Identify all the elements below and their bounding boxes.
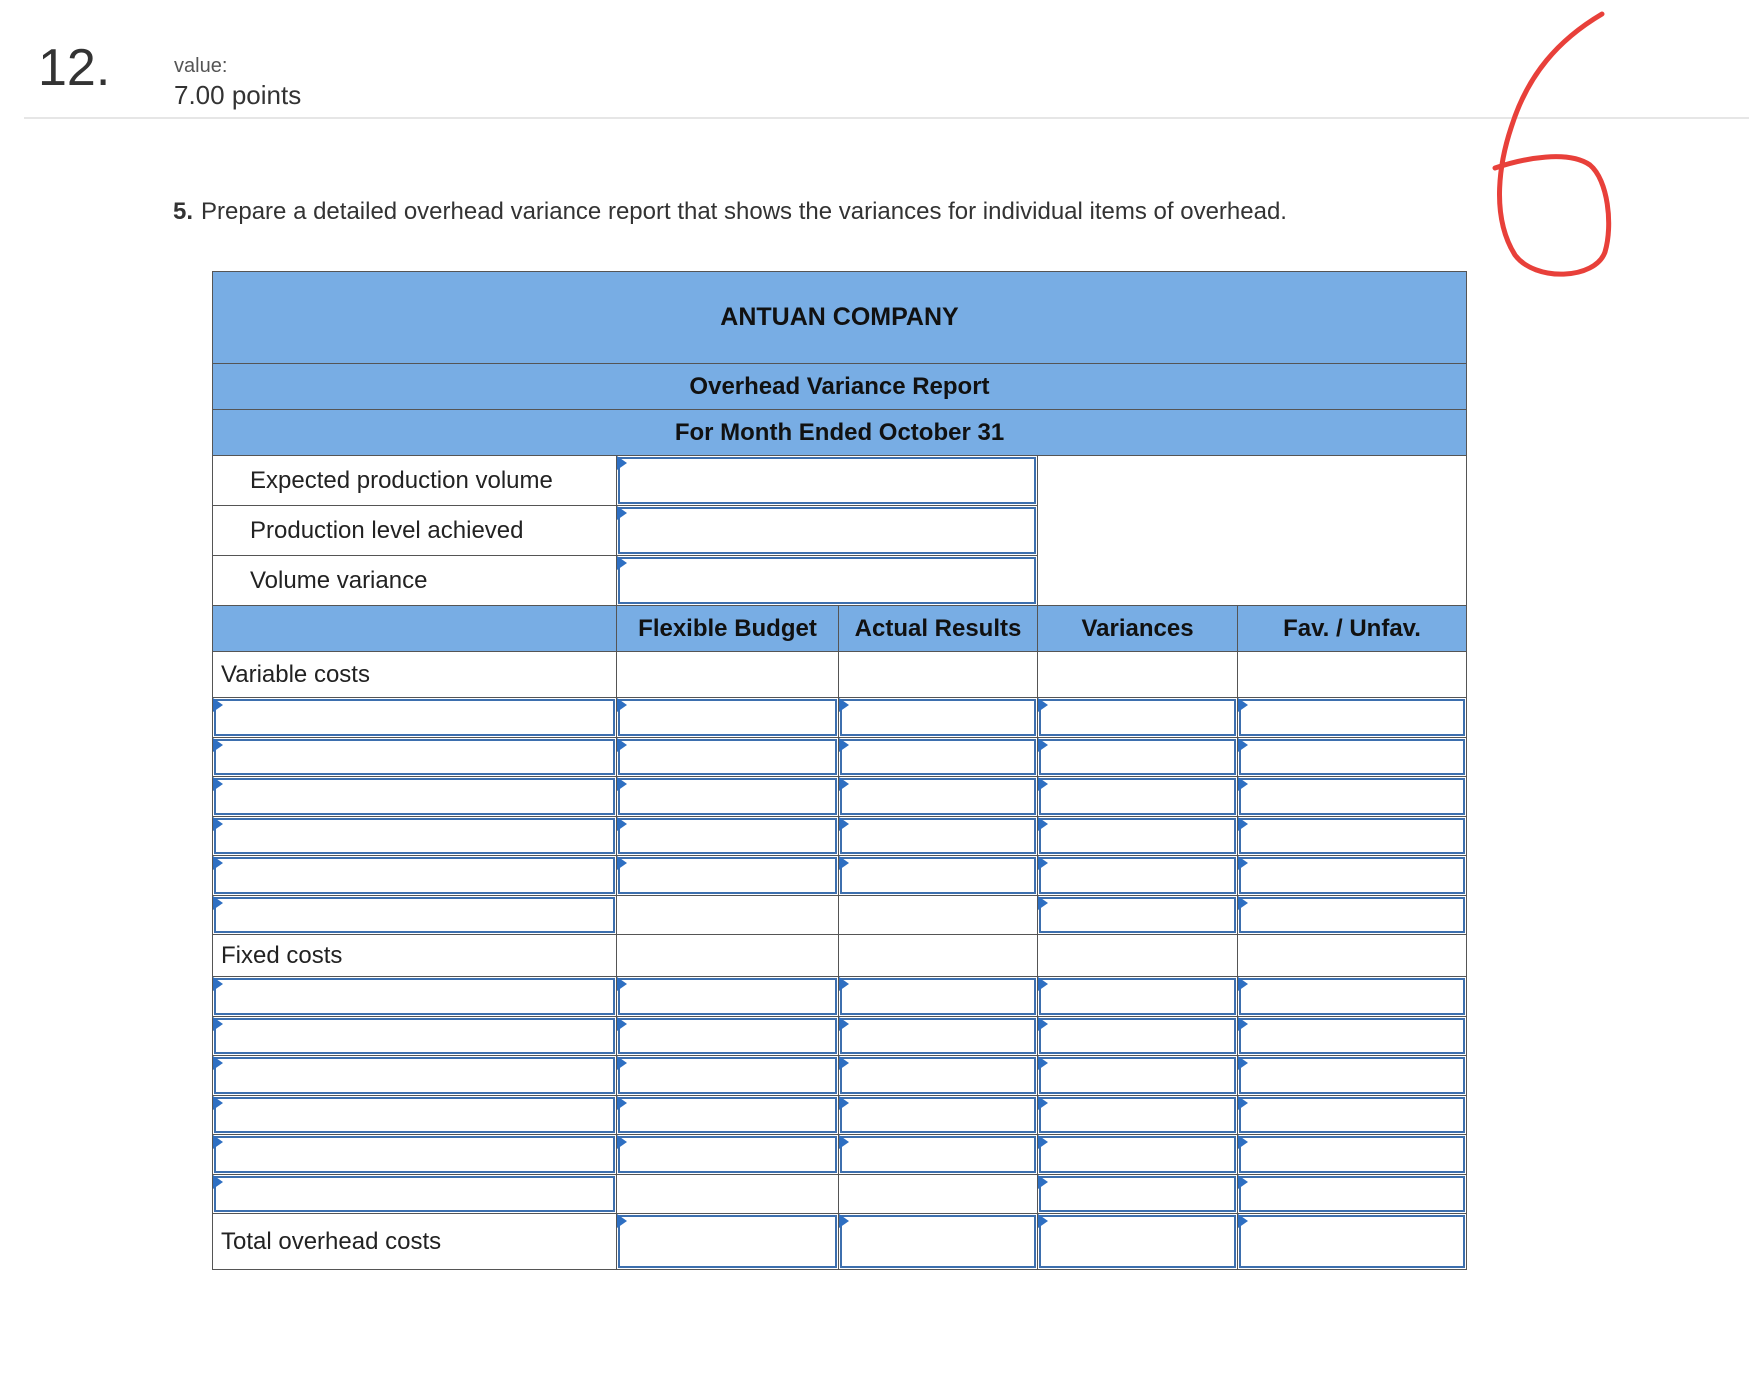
fixed-cost-actual-results-input[interactable] — [839, 1135, 1038, 1175]
total-fav-unfav-input[interactable] — [1238, 1214, 1467, 1270]
dropdown-arrow-icon — [213, 698, 223, 712]
variable-cost-fav-unfav-input[interactable] — [1238, 895, 1467, 935]
variable-cost-fav-unfav-input[interactable] — [1238, 816, 1467, 856]
dropdown-arrow-icon — [839, 698, 849, 712]
fixed-cost-actual-results-input[interactable] — [839, 1095, 1038, 1135]
handwritten-grade-mark — [1480, 0, 1630, 300]
variable-cost-flexible-budget-input[interactable] — [617, 737, 839, 777]
variable-cost-variance-input[interactable] — [1038, 816, 1238, 856]
variable-cost-flexible-budget-input[interactable] — [617, 777, 839, 817]
fixed-cost-variance-input[interactable] — [1038, 1056, 1238, 1096]
dropdown-arrow-icon — [1038, 738, 1048, 752]
fixed-cost-variance-input[interactable] — [1038, 1095, 1238, 1135]
variable-cost-fav-unfav-input[interactable] — [1238, 698, 1467, 738]
dropdown-arrow-icon — [213, 1017, 223, 1031]
empty-area — [1038, 456, 1467, 606]
blank-cell — [1038, 935, 1238, 977]
prompt-text: Prepare a detailed overhead variance report that shows the variances for individual items of overhead. — [201, 198, 1287, 225]
fixed-cost-fav-unfav-input[interactable] — [1238, 1095, 1467, 1135]
variable-cost-variance-input[interactable] — [1038, 777, 1238, 817]
fixed-cost-flexible-budget-input[interactable] — [617, 1056, 839, 1096]
blank-cell — [1238, 652, 1467, 698]
dropdown-arrow-icon — [1038, 1135, 1048, 1149]
dropdown-arrow-icon — [617, 1135, 627, 1149]
fixed-costs-label: Fixed costs — [213, 935, 617, 977]
fixed-cost-actual-results-input[interactable] — [839, 1056, 1038, 1096]
points-value: 7.00 points — [174, 80, 302, 110]
variable-cost-actual-results-input[interactable] — [839, 698, 1038, 738]
dropdown-arrow-icon — [839, 1017, 849, 1031]
dropdown-arrow-icon — [839, 977, 849, 991]
variable-cost-row — [213, 895, 1467, 935]
question-number: 12. — [38, 39, 111, 97]
dropdown-arrow-icon — [1038, 977, 1048, 991]
fixed-cost-row — [213, 977, 1467, 1017]
column-header-variances: Variances — [1038, 606, 1238, 652]
fixed-cost-item-name-input[interactable] — [213, 1135, 617, 1175]
fixed-cost-fav-unfav-input[interactable] — [1238, 977, 1467, 1017]
variable-cost-variance-input[interactable] — [1038, 698, 1238, 738]
expected-volume-input[interactable] — [617, 456, 1038, 506]
dropdown-arrow-icon — [1238, 1175, 1248, 1189]
blank-cell — [839, 1174, 1038, 1214]
fixed-cost-item-name-input[interactable] — [213, 1056, 617, 1096]
variable-cost-item-name-input[interactable] — [213, 698, 617, 738]
fixed-cost-item-name-input[interactable] — [213, 1174, 617, 1214]
dropdown-arrow-icon — [1038, 1214, 1048, 1228]
variable-cost-fav-unfav-input[interactable] — [1238, 856, 1467, 896]
dropdown-arrow-icon — [1238, 777, 1248, 791]
fixed-cost-flexible-budget-input[interactable] — [617, 1135, 839, 1175]
dropdown-arrow-icon — [1238, 896, 1248, 910]
dropdown-arrow-icon — [839, 856, 849, 870]
total-flexible-budget-input[interactable] — [617, 1214, 839, 1270]
fixed-cost-item-name-input[interactable] — [213, 1016, 617, 1056]
dropdown-arrow-icon — [1238, 856, 1248, 870]
dropdown-arrow-icon — [1238, 698, 1248, 712]
dropdown-arrow-icon — [1038, 1017, 1048, 1031]
blank-cell — [839, 935, 1038, 977]
dropdown-arrow-icon — [617, 1214, 627, 1228]
dropdown-arrow-icon — [1038, 777, 1048, 791]
fixed-cost-row — [213, 1056, 1467, 1096]
dropdown-arrow-icon — [1038, 1096, 1048, 1110]
fixed-cost-fav-unfav-input[interactable] — [1238, 1174, 1467, 1214]
dropdown-arrow-icon — [617, 556, 627, 570]
variable-cost-item-name-input[interactable] — [213, 777, 617, 817]
column-header-fav-unfav: Fav. / Unfav. — [1238, 606, 1467, 652]
fixed-cost-item-name-input[interactable] — [213, 1095, 617, 1135]
fixed-cost-actual-results-input[interactable] — [839, 1016, 1038, 1056]
fixed-cost-row — [213, 1135, 1467, 1175]
dropdown-arrow-icon — [617, 456, 627, 470]
variable-costs-label: Variable costs — [213, 652, 617, 698]
variable-cost-fav-unfav-input[interactable] — [1238, 737, 1467, 777]
blank-cell — [617, 652, 839, 698]
blank-cell — [617, 1174, 839, 1214]
variable-cost-item-name-input[interactable] — [213, 895, 617, 935]
dropdown-arrow-icon — [213, 856, 223, 870]
fixed-cost-item-name-input[interactable] — [213, 977, 617, 1017]
dropdown-arrow-icon — [617, 856, 627, 870]
fixed-cost-fav-unfav-input[interactable] — [1238, 1056, 1467, 1096]
fixed-cost-variance-input[interactable] — [1038, 1016, 1238, 1056]
dropdown-arrow-icon — [1238, 977, 1248, 991]
overhead-variance-report-table — [212, 271, 1467, 1270]
variable-cost-variance-input[interactable] — [1038, 895, 1238, 935]
variable-cost-flexible-budget-input[interactable] — [617, 698, 839, 738]
variable-cost-actual-results-input[interactable] — [839, 856, 1038, 896]
variable-cost-actual-results-input[interactable] — [839, 816, 1038, 856]
production-achieved-input[interactable] — [617, 506, 1038, 556]
dropdown-arrow-icon — [213, 1056, 223, 1070]
dropdown-arrow-icon — [213, 738, 223, 752]
dropdown-arrow-icon — [213, 1096, 223, 1110]
report-title: Overhead Variance Report — [213, 364, 1467, 410]
column-header-actual-results: Actual Results — [839, 606, 1038, 652]
fixed-cost-variance-input[interactable] — [1038, 1174, 1238, 1214]
dropdown-arrow-icon — [1238, 1135, 1248, 1149]
dropdown-arrow-icon — [1038, 817, 1048, 831]
blank-cell — [617, 935, 839, 977]
company-name: ANTUAN COMPANY — [213, 272, 1467, 364]
dropdown-arrow-icon — [213, 896, 223, 910]
blank-cell — [1238, 935, 1467, 977]
dropdown-arrow-icon — [839, 738, 849, 752]
question-prompt — [173, 198, 1287, 226]
dropdown-arrow-icon — [1238, 817, 1248, 831]
variable-cost-row — [213, 777, 1467, 817]
dropdown-arrow-icon — [1038, 1056, 1048, 1070]
dropdown-arrow-icon — [1038, 856, 1048, 870]
fixed-cost-fav-unfav-input[interactable] — [1238, 1135, 1467, 1175]
expected-volume-label: Expected production volume — [213, 456, 617, 506]
column-header-flexible-budget: Flexible Budget — [617, 606, 839, 652]
dropdown-arrow-icon — [617, 738, 627, 752]
dropdown-arrow-icon — [1238, 1214, 1248, 1228]
value-label: value: — [174, 55, 228, 77]
dropdown-arrow-icon — [839, 1135, 849, 1149]
dropdown-arrow-icon — [617, 1056, 627, 1070]
blank-cell — [617, 895, 839, 935]
production-achieved-label: Production level achieved — [213, 506, 617, 556]
dropdown-arrow-icon — [1238, 738, 1248, 752]
fixed-cost-actual-results-input[interactable] — [839, 977, 1038, 1017]
variable-cost-item-name-input[interactable] — [213, 737, 617, 777]
variable-cost-actual-results-input[interactable] — [839, 737, 1038, 777]
fixed-cost-variance-input[interactable] — [1038, 1135, 1238, 1175]
dropdown-arrow-icon — [617, 817, 627, 831]
dropdown-arrow-icon — [213, 977, 223, 991]
column-header-blank — [213, 606, 617, 652]
dropdown-arrow-icon — [213, 817, 223, 831]
dropdown-arrow-icon — [839, 1056, 849, 1070]
dropdown-arrow-icon — [839, 1096, 849, 1110]
variable-cost-row — [213, 698, 1467, 738]
fixed-cost-flexible-budget-input[interactable] — [617, 977, 839, 1017]
dropdown-arrow-icon — [1038, 698, 1048, 712]
variable-cost-item-name-input[interactable] — [213, 856, 617, 896]
fixed-cost-row — [213, 1016, 1467, 1056]
blank-cell — [839, 652, 1038, 698]
dropdown-arrow-icon — [617, 777, 627, 791]
variable-cost-row — [213, 737, 1467, 777]
volume-variance-label: Volume variance — [213, 556, 617, 606]
variable-cost-variance-input[interactable] — [1038, 737, 1238, 777]
dropdown-arrow-icon — [1238, 1017, 1248, 1031]
dropdown-arrow-icon — [839, 817, 849, 831]
variable-cost-flexible-budget-input[interactable] — [617, 816, 839, 856]
dropdown-arrow-icon — [1038, 1175, 1048, 1189]
fixed-cost-fav-unfav-input[interactable] — [1238, 1016, 1467, 1056]
dropdown-arrow-icon — [839, 777, 849, 791]
total-actual-results-input[interactable] — [839, 1214, 1038, 1270]
total-variance-input[interactable] — [1038, 1214, 1238, 1270]
variable-cost-row — [213, 816, 1467, 856]
fixed-cost-row — [213, 1174, 1467, 1214]
variable-cost-actual-results-input[interactable] — [839, 777, 1038, 817]
dropdown-arrow-icon — [617, 977, 627, 991]
total-overhead-label: Total overhead costs — [213, 1214, 617, 1270]
dropdown-arrow-icon — [617, 506, 627, 520]
dropdown-arrow-icon — [617, 1096, 627, 1110]
dropdown-arrow-icon — [1238, 1056, 1248, 1070]
dropdown-arrow-icon — [213, 1135, 223, 1149]
fixed-cost-variance-input[interactable] — [1038, 977, 1238, 1017]
dropdown-arrow-icon — [1038, 896, 1048, 910]
variable-cost-fav-unfav-input[interactable] — [1238, 777, 1467, 817]
dropdown-arrow-icon — [213, 1175, 223, 1189]
variable-cost-row — [213, 856, 1467, 896]
fixed-cost-flexible-budget-input[interactable] — [617, 1095, 839, 1135]
blank-cell — [839, 895, 1038, 935]
dropdown-arrow-icon — [617, 1017, 627, 1031]
dropdown-arrow-icon — [617, 698, 627, 712]
variable-cost-flexible-budget-input[interactable] — [617, 856, 839, 896]
fixed-cost-flexible-budget-input[interactable] — [617, 1016, 839, 1056]
dropdown-arrow-icon — [1238, 1096, 1248, 1110]
dropdown-arrow-icon — [213, 777, 223, 791]
volume-variance-input[interactable] — [617, 556, 1038, 606]
prompt-number: 5. — [173, 198, 194, 225]
report-period: For Month Ended October 31 — [213, 410, 1467, 456]
variable-cost-variance-input[interactable] — [1038, 856, 1238, 896]
blank-cell — [1038, 652, 1238, 698]
dropdown-arrow-icon — [839, 1214, 849, 1228]
fixed-cost-row — [213, 1095, 1467, 1135]
variable-cost-item-name-input[interactable] — [213, 816, 617, 856]
